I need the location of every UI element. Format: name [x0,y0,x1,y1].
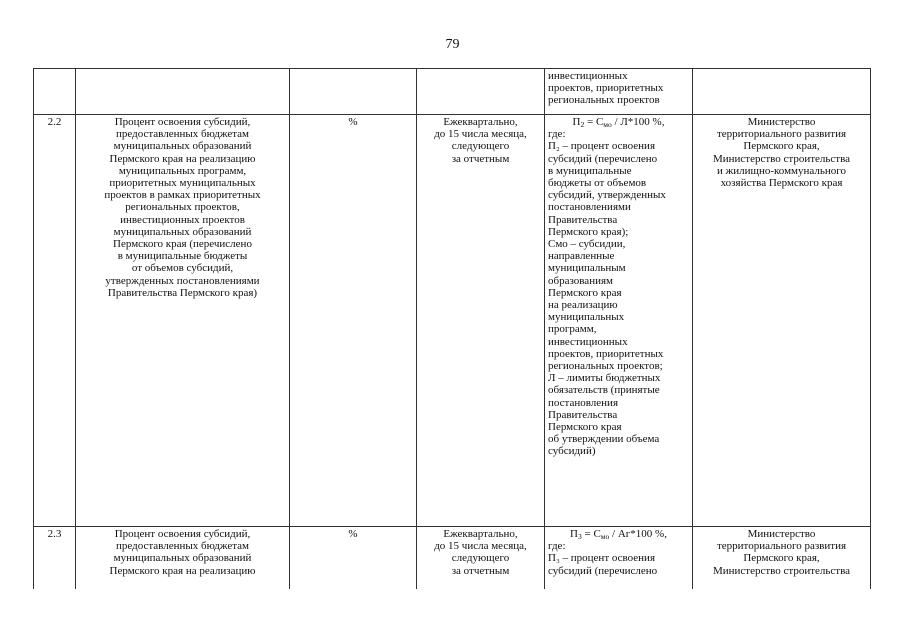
name-line: от объемов субсидий, [131,262,234,275]
periodicity-line: за отчетным [451,152,510,165]
table-row-continuation [34,69,871,115]
formula-line: проектов, приоритетных [548,82,664,95]
formula-line: инвестиционных [548,70,628,82]
formula-line: образованиям [548,274,613,287]
formula-line: Смо – субсидии, [548,238,626,251]
table-row-2-2 [34,115,871,527]
formula-head [548,528,689,540]
formula-line: П₂ – процент освоения [548,140,656,153]
formula-line: постановлениями [548,201,631,214]
cell-number: 2.3 [34,527,76,589]
cell-indicator-name [76,115,290,527]
name-line: муниципальных образований [113,225,252,238]
name-line: утвержденных постановлениями [105,274,260,287]
name-line: Пермского края (перечислено [113,238,252,251]
formula-tail: / Аг*100 %, [609,528,667,540]
table-row-2-3 [34,527,871,589]
name-line: Процент освоения субсидий, [114,528,251,540]
formula-line: Правительства [548,213,618,226]
formula-line: бюджеты от объемов [548,177,647,190]
formula-line: инвестиционных [548,335,628,348]
formula-subscript: 2 [580,120,585,129]
cell-formula [545,115,693,527]
formula-line: региональных проектов; [548,360,663,373]
responsible-line: хозяйства Пермского края [720,177,843,190]
cell-formula [545,69,693,115]
responsible-line: и жилищно-коммунального [716,164,846,177]
cell-formula [545,527,693,589]
name-line: Процент освоения субсидий, [114,116,251,128]
formula-line: Пермского края [548,286,622,299]
periodicity-line: за отчетным [451,564,510,577]
formula-subscript: 3 [577,532,582,541]
cell-responsible [693,527,871,589]
cell-unit [290,69,417,115]
name-line: предоставленных бюджетам [115,540,249,553]
name-line: муниципальных программ, [118,164,247,177]
responsible-line: Министерство [747,528,816,540]
formula-line: постановления [548,396,619,409]
formula-line: субсидий (перечислено [548,564,658,577]
formula-line: на реализацию [548,299,618,312]
formula-head [548,116,689,128]
cell-responsible [693,69,871,115]
responsible-line: Министерство [747,116,816,128]
periodicity-line: до 15 числа месяца, [434,540,527,553]
responsible-line: территориального развития [716,540,847,553]
name-line: проектов в рамках приоритетных [104,189,261,202]
formula-line: где: [548,128,566,141]
name-line: Пермского края на реализацию [109,152,256,165]
cell-indicator-name [76,527,290,589]
cell-periodicity [417,115,545,527]
formula-subscript: мо [600,532,610,541]
cell-number [34,69,76,115]
responsible-line: территориального развития [716,128,847,141]
formula-symbol: П [570,528,578,540]
name-line: приоритетных муниципальных [109,177,256,190]
periodicity-line: Ежеквартально, [443,116,518,128]
formula-symbol: П [572,116,581,128]
formula-line: субсидий (перечислено [548,152,658,165]
formula-equals: = С [581,528,601,540]
formula-tail: / Л*100 %, [611,116,665,128]
name-line: в муниципальные бюджеты [117,250,248,263]
cell-periodicity [417,69,545,115]
cell-indicator-name [76,69,290,115]
periodicity-line: следующего [451,140,510,153]
formula-line: Пермского края [548,421,622,434]
cell-unit: % [290,527,417,589]
name-line: Правительства Пермского края) [107,286,258,299]
indicator-table [33,68,871,589]
formula-line: направленные [548,250,615,263]
periodicity-line: следующего [451,552,510,565]
name-line: инвестиционных проектов [120,213,245,226]
formula-line: региональных проектов [548,94,660,107]
formula-line: П₃ – процент освоения [548,552,656,565]
responsible-line: Министерство строительства [712,152,851,165]
formula-subscript: мо [603,120,612,129]
formula-line: муниципальным [548,262,626,275]
formula-line: муниципальных [548,311,625,324]
formula-line: где: [548,540,566,553]
periodicity-line: до 15 числа месяца, [434,128,527,141]
name-line: предоставленных бюджетам [115,128,249,141]
responsible-line: Министерство строительства [712,564,851,577]
formula-equals: = С [584,116,604,128]
name-line: региональных проектов, [125,201,240,214]
formula-line: об утверждении объема [548,433,660,446]
name-line: муниципальных образований [113,140,252,153]
periodicity-line: Ежеквартально, [443,528,518,540]
page-number: 79 [445,37,460,52]
formula-line: проектов, приоритетных [548,347,664,360]
formula-line: Правительства [548,408,618,421]
formula-line: Пермского края); [548,225,629,238]
formula-line: программ, [548,323,597,336]
cell-responsible [693,115,871,527]
cell-unit: % [290,115,417,527]
responsible-line: Пермского края, [743,140,820,153]
formula-line: Л – лимиты бюджетных [548,372,661,385]
formula-line: в муниципальные [548,164,632,177]
formula-line: субсидий) [548,445,596,458]
formula-line: обязательств (принятые [548,384,660,397]
cell-number: 2.2 [34,115,76,527]
responsible-line: Пермского края, [743,552,820,565]
formula-line: субсидий, утвержденных [548,189,666,202]
name-line: Пермского края на реализацию [109,564,256,577]
name-line: муниципальных образований [113,552,252,565]
cell-periodicity [417,527,545,589]
